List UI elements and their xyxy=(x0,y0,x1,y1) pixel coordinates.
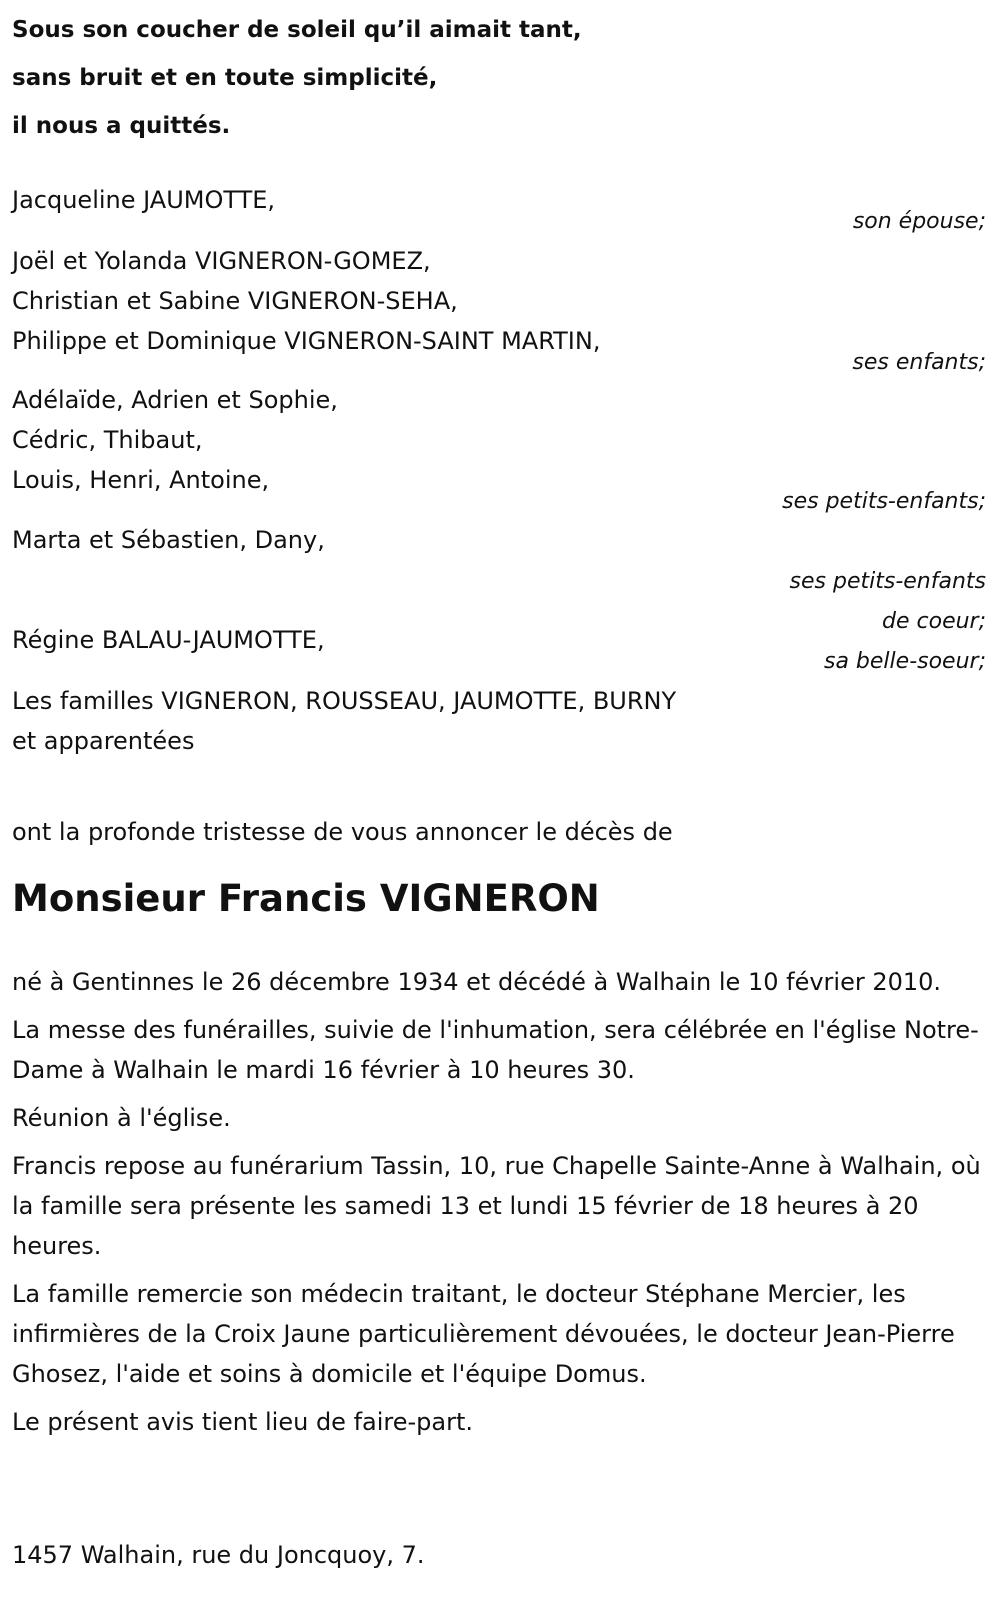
relation-label: ses petits-enfants; xyxy=(782,489,986,514)
family-name-line: Cédric, Thibaut, xyxy=(12,426,203,454)
family-group-children xyxy=(12,241,988,383)
family-group-relatives xyxy=(12,681,988,761)
family-name-line: Jacqueline JAUMOTTE, xyxy=(12,186,276,214)
paragraph: né à Gentinnes le 26 décembre 1934 et décédé à Walhain le 10 février 2010. xyxy=(12,968,942,996)
family-name-line: Joël et Yolanda VIGNERON-GOMEZ, xyxy=(12,247,431,275)
family-group-sister-in-law xyxy=(12,620,988,682)
intro-verse xyxy=(12,6,582,150)
family-address: 1457 Walhain, rue du Joncquoy, 7. xyxy=(12,1541,425,1569)
family-name-line: Régine BALAU-JAUMOTTE, xyxy=(12,626,325,654)
family-name-line: Philippe et Dominique VIGNERON-SAINT MARTIN, xyxy=(12,327,601,355)
family-group-grandchildren xyxy=(12,380,988,522)
relation-label: de coeur; xyxy=(882,609,986,634)
relation-label: sa belle-soeur; xyxy=(824,649,986,674)
relation-label: ses petits-enfants xyxy=(789,569,986,594)
paragraph: La famille remercie son médecin traitant, le docteur Stéphane Mercier, les infirmières de la Croix Jaune particulièrement dévouées, le docteur Jean-Pierre Ghosez, l'aide et soins à domicile et l'équipe Domus. xyxy=(12,1280,955,1388)
family-group-spouse xyxy=(12,180,988,242)
paragraph: Francis repose au funérarium Tassin, 10, rue Chapelle Sainte-Anne à Walhain, où la famille sera présente les samedi 13 et lundi 15 février de 18 heures à 20 heures. xyxy=(12,1152,981,1260)
deceased-name: Monsieur Francis VIGNERON xyxy=(12,877,600,920)
paragraph: Réunion à l'église. xyxy=(12,1104,231,1132)
relation-label: ses enfants; xyxy=(852,350,986,375)
family-name-line: Les familles VIGNERON, ROUSSEAU, JAUMOTTE, BURNY xyxy=(12,687,677,715)
announcement-line: ont la profonde tristesse de vous annoncer le décès de xyxy=(12,818,673,846)
family-name-line: Christian et Sabine VIGNERON-SEHA, xyxy=(12,287,458,315)
family-name-line: et apparentées xyxy=(12,727,195,755)
family-name-line: Marta et Sébastien, Dany, xyxy=(12,526,325,554)
family-name-line: Louis, Henri, Antoine, xyxy=(12,466,270,494)
obituary-body xyxy=(12,962,988,1450)
intro-line: sans bruit et en toute simplicité, xyxy=(12,65,438,91)
intro-line: Sous son coucher de soleil qu’il aimait tant, xyxy=(12,17,582,43)
paragraph: Le présent avis tient lieu de faire-part. xyxy=(12,1408,474,1436)
family-name-line: Adélaïde, Adrien et Sophie, xyxy=(12,386,338,414)
paragraph: La messe des funérailles, suivie de l'inhumation, sera célébrée en l'église Notre-Dame à Walhain le mardi 16 février à 10 heures 30. xyxy=(12,1016,979,1084)
relation-label: son épouse; xyxy=(852,209,986,234)
intro-line: il nous a quittés. xyxy=(12,113,231,139)
